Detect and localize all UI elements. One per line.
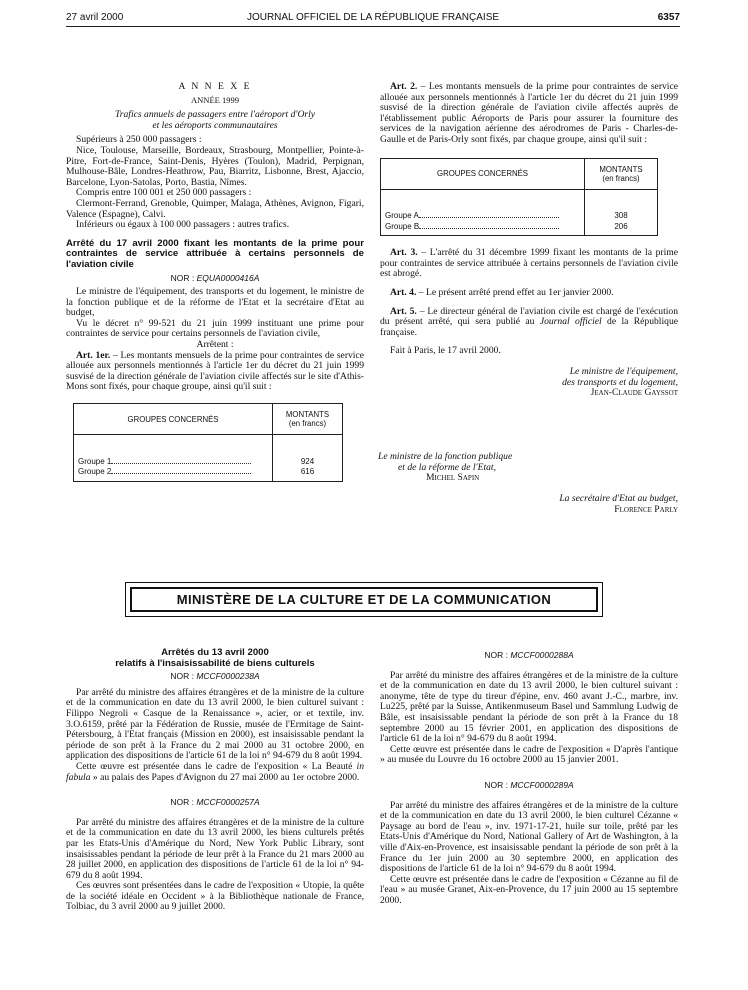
header-date: 27 avril 2000 (66, 12, 124, 23)
arrete-fait: Fait à Paris, le 17 avril 2000. (390, 345, 501, 357)
table-header-groups: GROUPES CONCERNÉS (74, 404, 273, 435)
culture-nor-b: NOR : MCCF0000257A (170, 797, 260, 808)
header-page-number: 6357 (657, 12, 680, 23)
annexe-subtitle-1: Trafics annuels de passagers entre l'aéroport d'Orly (114, 109, 316, 121)
culture-nor-a: NOR : MCCF0000238A (170, 671, 260, 682)
arrete-vu: Vu le décret n° 99-521 du 21 juin 1999 instituant une prime pour contraintes de service pour certains personnels de l'aviation civile, (66, 317, 364, 340)
culture-title-2: relatifs à l'insaisissabilité de biens culturels (115, 657, 315, 669)
culture-c-p1: Par arrêté du ministre des affaires étrangères et de la ministre de la culture et de la communication en date du 13 avril 2000, le bien culturel suivant : anonyme, tête de type du tireur d'épine, env. 460 avant J.-C., marbre, inv. Lu225, prêté par la Suisse, Antikenmuseum Basel und Sammlung Ludwig de Bâle, est insaisissable pendant la période de son prêt à la France du 18 septembre 2000 au 15 février 2001, en application des dispositions de l'article 61 de la loi n° 94-679 du 8 août 1994. (380, 669, 678, 745)
header-journal-title: JOURNAL OFFICIEL DE LA RÉPUBLIQUE FRANÇAISE (246, 12, 500, 23)
table-header-groups: GROUPES CONCERNÉS (381, 158, 585, 189)
annexe-between-list: Clermont-Ferrand, Grenoble, Quimper, Malaga, Athènes, Avignon, Figari, Valence (Espagne), Calvi. (66, 197, 364, 220)
culture-a-p2: Cette œuvre est présentée dans le cadre de l'exposition « La Beauté in fabula » au palais des Papes d'Avignon du 27 mai 2000 au 1er octobre 2000. (66, 760, 364, 783)
left-column-bottom (66, 648, 364, 913)
signature-3-name: Florence Parly (614, 503, 678, 515)
table-row: Groupe 2 616 (74, 467, 343, 481)
arrete-art-4: Art. 4. – Le présent arrêté prend effet au 1er janvier 2000. (390, 286, 614, 298)
table-row: Groupe B 206 (381, 222, 658, 236)
signature-1-title-2: des transports et du logement, (562, 376, 678, 388)
culture-d-p2: Cette œuvre est présentée dans le cadre de l'exposition « Cézanne au fil de l'eau » au musée Granet, Aix-en-Provence, du 17 juin 2000 au 15 septembre 2000. (380, 873, 678, 906)
arrete-art-3: Art. 3. – L'arrêté du 31 décembre 1999 fixant les montants de la prime pour contraintes de service attribuée à certains personnels de l'aviation civile est abrogé. (380, 247, 678, 280)
prime-table-adp (380, 158, 658, 237)
arrete-art-5: Art. 5. – Le directeur général de l'aviation civile est chargé de l'exécution du présent arrêté, qui sera publié au Journal officiel de la République française. (380, 305, 678, 338)
right-column-top (380, 82, 678, 399)
table-header-amounts: MONTANTS (en francs) (273, 404, 343, 435)
table-header-amounts: MONTANTS (en francs) (585, 158, 658, 189)
annexe-below: Inférieurs ou égaux à 100 000 passagers : autres trafics. (76, 219, 290, 231)
ministry-banner: MINISTÈRE DE LA CULTURE ET DE LA COMMUNICATION (130, 587, 598, 612)
arrete-title: Arrêté du 17 avril 2000 fixant les montants de la prime pour contraintes de service attribuée à certains personnels de l'aviation civile (66, 237, 364, 270)
left-column-top (66, 82, 364, 482)
signature-3-title: La secrétaire d'Etat au budget, (559, 493, 678, 504)
right-column-bottom (380, 648, 678, 906)
culture-title-1: Arrêtés du 13 avril 2000 (161, 647, 269, 658)
arrete-arretent: Arrêtent : (196, 339, 234, 351)
page-header (66, 10, 680, 32)
prime-table-athis-mons (73, 403, 343, 482)
culture-a-p1: Par arrêté du ministre des affaires étrangères et de la ministre de la culture et de la communication en date du 13 avril 2000, le bien culturel suivant : Filippo Negroli « Casque de la Renaissance », acier, or et textile, inv. 3.O.6159, prêté par la Fédération de Russie, musée de l'Ermitage de Saint-Pétersbourg, à l'Etat français (Mission en 2000), est insaisissable pendant la période de son prêt à la France du 2 mai 2000 au 31 octobre 2000, en application des dispositions de l'article 61 de la loi n° 94-679 du 8 août 1994. (66, 686, 364, 762)
annexe-between: Compris entre 100 001 et 250 000 passagers : (76, 187, 252, 199)
signature-2-name: Michel Sapin (426, 472, 480, 484)
arrete-art-2: Art. 2. – Les montants mensuels de la prime pour contraintes de service allouée aux personnels mentionnés à l'article 1er du décret du 21 juin 1999 susvisé de la direction générale de l'aviation civile affectés auprès de l'établissement public Aéroports de Paris pour assurer la fourniture des services de la navigation aérienne des aérodromes de Paris - Charles-de-Gaulle et de Paris-Orly sont fixés, par chaque groupe, ainsi qu'il suit : (380, 81, 678, 145)
annexe-over-250: Supérieurs à 250 000 passagers : (76, 134, 202, 146)
table-row: Groupe A 308 (381, 211, 658, 222)
arrete-preamble: Le ministre de l'équipement, des transports et du logement, le ministre de la fonction publique et de la réforme de l'Etat et la secrétaire d'Etat au budget, (66, 286, 364, 319)
signature-1-name: Jean-Claude Gayssot (590, 387, 678, 399)
arrete-art-1: Art. 1er. – Les montants mensuels de la prime pour contraintes de service allouée aux personnels mentionnés à l'article 1er du décret du 21 juin 1999 susvisé de la direction générale de l'aviation civile affectés sur le site d'Athis-Mons sont fixés, pour chaque groupe, ainsi qu'il suit : (66, 349, 364, 393)
arrete-nor: NOR : EQUA0000416A (170, 272, 260, 283)
annexe-over-250-list: Nice, Toulouse, Marseille, Bordeaux, Strasbourg, Montpellier, Pointe-à-Pitre, Fort-de-France, Saint-Denis, Hyères (Toulon), Madrid, Perpignan, Mulhouse-Bâle, Londres-Heathrow, Pau, Biarritz, Lisbonne, Brest, Ajaccio, Barcelone, Lyon-Satolas, Porto, Bastia, Nîmes. (66, 144, 364, 188)
header-rule (66, 26, 680, 27)
culture-nor-c: NOR : MCCF0000288A (484, 650, 574, 660)
signature-3 (380, 494, 678, 515)
culture-nor-d: NOR : MCCF0000289A (484, 779, 574, 790)
signature-2 (378, 452, 578, 484)
signature-2-title: Le ministre de la fonction publique (378, 451, 513, 462)
table-row: Groupe 1 924 (74, 457, 343, 468)
signature-2-title-2: et de la réforme de l'Etat, (398, 461, 496, 473)
annexe-year: ANNÉE 1999 (191, 94, 239, 105)
annexe-title: A N N E X E (178, 81, 252, 92)
annexe-subtitle-2: et les aéroports communautaires (152, 119, 278, 131)
signature-1-title: Le ministre de l'équipement, (569, 365, 678, 377)
culture-b-p1: Par arrêté du ministre des affaires étrangères et de la ministre de la culture et de la communication en date du 13 avril 2000, les biens culturels prêtés par les Etats-Unis d'Amérique du Nord, New York Public Library, sont insaisissables pendant la période de leur prêt à la France du 21 mars 2000 au 28 juillet 2000, en application des dispositions de l'article 61 de la loi n° 94-679 du 8 août 1994. (66, 816, 364, 881)
culture-b-p2: Ces œuvres sont présentées dans le cadre de l'exposition « Utopie, la quête de la société idéale en Occident » à la Bibliothèque nationale de France, Tolbiac, du 3 avril 2000 au 9 juillet 2000. (66, 880, 364, 913)
culture-d-p1: Par arrêté du ministre des affaires étrangères et de la ministre de la culture et de la communication en date du 13 avril 2000, le bien culturel Cézanne « Paysage au bord de l'eau », inv. 1971-17-21, huile sur toile, prêté par les Etats-Unis d'Amérique du Nord, National Gallery of Art de Washington, à la ville d'Aix-en-Provence, est insaisissable pendant la période de son prêt à la France du 1er juin 2000 au 30 septembre 2000, en application des dispositions de l'article 61 de la loi n° 94-679 du 8 août 1994. (380, 799, 678, 875)
culture-c-p2: Cette œuvre est présentée dans le cadre de l'exposition « D'après l'antique » au musée du Louvre du 16 octobre 2000 au 15 janvier 2001. (380, 743, 678, 766)
